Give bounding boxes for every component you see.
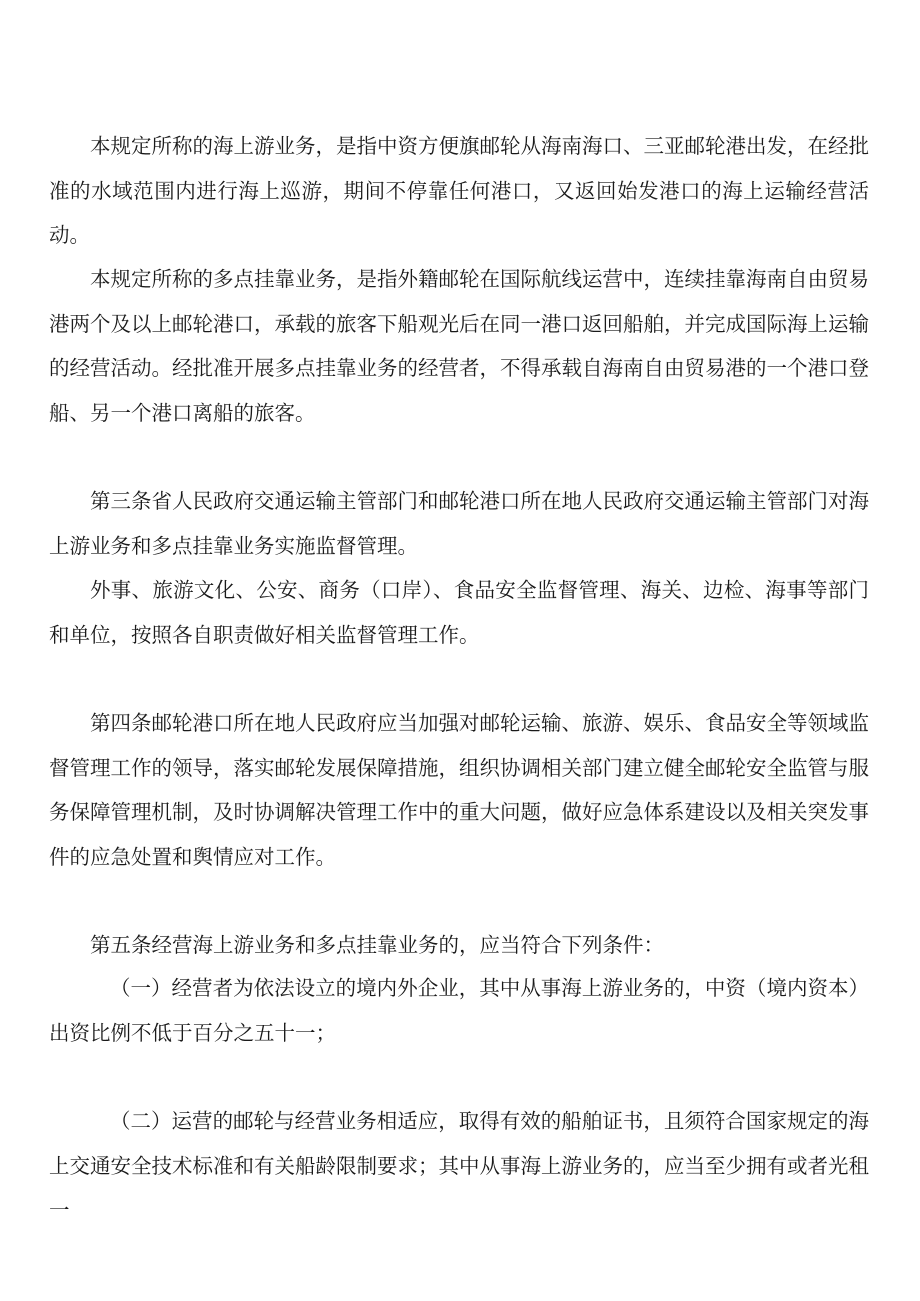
paragraph-article-3-departments: 外事、旅游文化、公安、商务（口岸）、食品安全监督管理、海关、边检、海事等部门和单位，按照各自职责做好相关监督管理工作。 (49, 578, 869, 647)
paragraph-article-4: 第四条邮轮港口所在地人民政府应当加强对邮轮运输、旅游、娱乐、食品安全等领域监督管理工作的领导，落实邮轮发展保障措施，组织协调相关部门建立健全邮轮安全监管与服务保障管理机制，及时协调解决管理工作中的重大问题，做好应急体系建设以及相关突发事件的应急处置和舆情应对工作。 (49, 711, 869, 869)
paragraph-multi-port-definition: 本规定所称的多点挂靠业务，是指外籍邮轮在国际航线运营中，连续挂靠海南自由贸易港两个及以上邮轮港口，承载的旅客下船观光后在同一港口返回船舶，并完成国际海上运输的经营活动。经批准开展多点挂靠业务的经营者，不得承载自海南自由贸易港的一个港口登船、另一个港口离船的旅客。 (49, 267, 869, 425)
paragraph-article-5: 第五条经营海上游业务和多点挂靠业务的，应当符合下列条件： (90, 933, 664, 957)
paragraph-article-3: 第三条省人民政府交通运输主管部门和邮轮港口所在地人民政府交通运输主管部门对海上游业务和多点挂靠业务实施监督管理。 (49, 489, 869, 558)
paragraph-cruise-definition: 本规定所称的海上游业务，是指中资方便旗邮轮从海南海口、三亚邮轮港出发，在经批准的水域范围内进行海上巡游，期间不停靠任何港口，又返回始发港口的海上运输经营活动。 (49, 134, 869, 247)
paragraph-article-5-item-2: （二）运营的邮轮与经营业务相适应，取得有效的船舶证书，且须符合国家规定的海上交通安全技术标准和有关船龄限制要求；其中从事海上游业务的，应当至少拥有或者光租一 (49, 1109, 869, 1222)
paragraph-article-5-item-1: （一）经营者为依法设立的境内外企业，其中从事海上游业务的，中资（境内资本）出资比例不低于百分之五十一； (49, 976, 869, 1045)
